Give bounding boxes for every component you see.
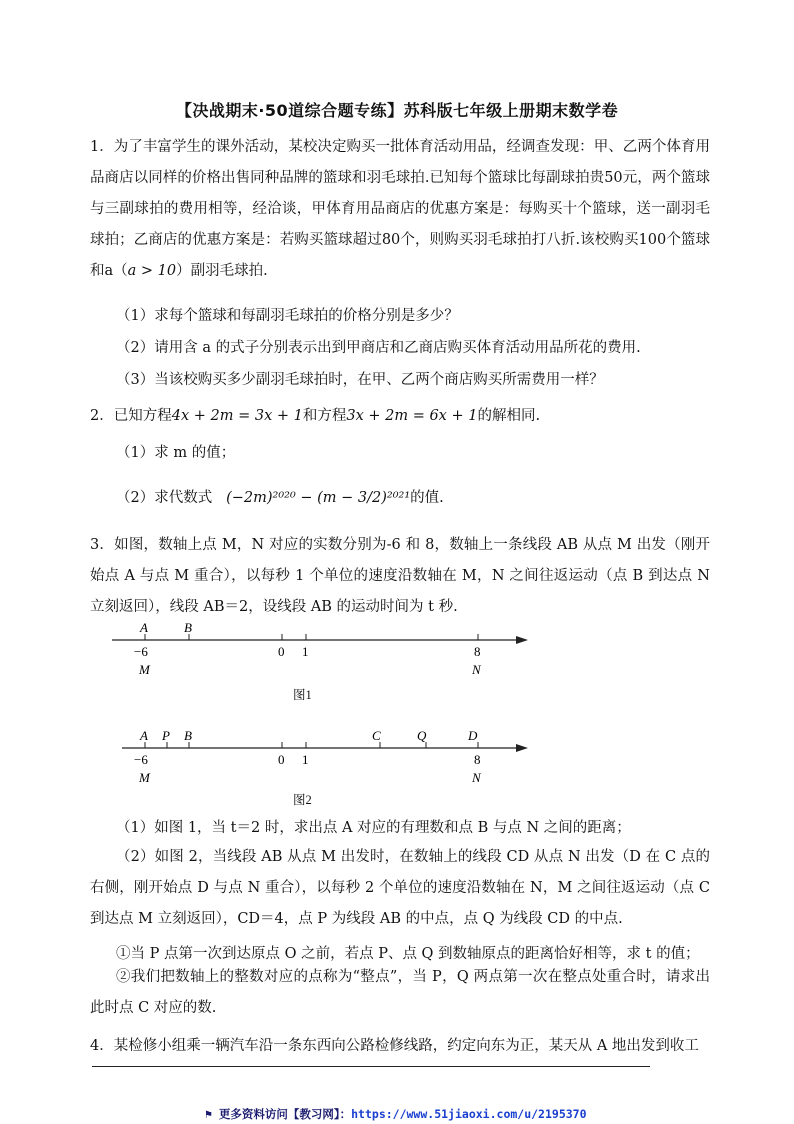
fig2-label-m: M [139,770,150,785]
fig1-label-a: A [140,620,148,635]
fig2-label-n: N [472,770,481,785]
fig2-label-d: D [468,728,478,743]
equation-2: 3x + 2m = 6x + 1 [346,408,478,424]
footer-link[interactable]: https://www.51jiaoxi.com/u/2195370 [351,1107,587,1121]
question-1-tail: ）副羽毛球拍. [176,263,268,279]
q3-item-2: ②我们把数轴上的整数对应的点称为“整点”，当 P，Q 两点第一次在整点处重合时，请求出此时点 C 对应的数. [90,969,710,1016]
q2-sub-2 [116,486,444,507]
question-1-tail-a: a（ [104,263,128,279]
question-2-tail: 的解相同. [477,408,541,424]
q3-item-1: ①当 P 点第一次到达原点 O 之前，若点 P、点 Q 到数轴原点的距离恰好相等，求 t 的值； [116,946,700,962]
fig2-label-c: C [372,728,381,743]
number-line-figure-2 [112,728,552,785]
fig2-tick-0: 0 [278,752,285,767]
question-3: 3．如图，数轴上点 M，N 对应的实数分别为-6 和 8，数轴上一条线段 AB 从点 M 出发（刚开始点 A 与点 M 重合），以每秒 1 个单位的速度沿数轴在 M，N 之间往返运动（点 B 到达点 N 立刻返回），线段 AB＝2，设线段 AB 的运动时间为 t 秒. [90,537,710,615]
question-1-math: a > 10 [127,263,177,279]
fig1-tick-1: 1 [302,644,309,659]
footer-label: 更多资料访问【教习网】： [218,1107,352,1121]
q3-sub-2: （2）如图 2，当线段 AB 从点 M 出发时，在数轴上的线段 CD 从点 N 出发（D 在 C 点的右侧，刚开始点 D 与点 N 重合），以每秒 2 个单位的速度沿数轴在 N，M 之间往返运动（点 C 到达点 M 立刻返回），CD＝4，点 P 为线段 AB 的中点，点 Q 为线段 CD 的中点. [90,849,710,927]
number-line-figure-1 [112,620,552,677]
figure-1-caption: 图1 [293,688,312,702]
fig2-label-b: B [184,728,192,743]
question-2-mid: 和方程 [302,408,347,424]
fig1-tick-neg6: −6 [134,644,148,659]
figure-2-caption: 图2 [293,793,312,807]
question-2-lead: 2．已知方程 [90,408,172,424]
fig1-label-b: B [184,620,192,635]
fig2-tick-8: 8 [474,752,481,767]
question-1 [90,132,710,287]
question-2 [90,404,540,425]
fig2-tick-neg6: −6 [134,752,148,767]
footer [205,1106,587,1122]
fig2-label-p: P [162,728,170,743]
page-title: 【决战期末·50道综合题专练】苏科版七年级上册期末数学卷 [175,101,619,120]
flag-icon: ⚑ [205,1107,212,1121]
q2-sub-2-tail: 的值. [410,490,444,506]
fig2-label-a: A [140,728,148,743]
fig2-label-q: Q [417,728,427,743]
fig2-tick-1: 1 [302,752,309,767]
q1-sub-1: （1）求每个篮球和每副羽毛球拍的价格分别是多少？ [116,308,459,324]
fig1-tick-8: 8 [474,644,481,659]
q1-sub-3: （3）当该校购买多少副羽毛球拍时，在甲、乙两个商店购买所需费用一样？ [116,372,604,388]
fig1-label-m: M [139,662,150,677]
q2-sub-2-lead: （2）求代数式 [116,490,213,506]
q3-sub-1: （1）如图 1，当 t＝2 时，求出点 A 对应的有理数和点 B 与点 N 之间的距离； [116,820,631,836]
equation-1: 4x + 2m = 3x + 1 [171,408,303,424]
fig1-tick-0: 0 [278,644,285,659]
q1-sub-2: （2）请用含 a 的式子分别表示出到甲商店和乙商店购买体育活动用品所花的费用. [116,340,641,356]
algebraic-expression: (−2m)²⁰²⁰ − (m − 3/2)²⁰²¹ [226,490,411,506]
fig1-label-n: N [472,662,481,677]
q2-sub-1: （1）求 m 的值； [116,445,236,461]
question-1-text: 1．为了丰富学生的课外活动，某校决定购买一批体育活动用品，经调查发现：甲、乙两个体育用品商店以同样的价格出售同种品牌的篮球和羽毛球拍.已知每个篮球比每副球拍贵50元，两个篮球与三副球拍的费用相等，经洽谈，甲体育用品商店的优惠方案是：每购买十个篮球，送一副羽毛球拍；乙商店的优惠方案是：若购买篮球超过80个，则购买羽毛球拍打八折.该校购买100个篮球和 [90,139,710,279]
question-4: 4．某检修小组乘一辆汽车沿一条东西向公路检修线路，约定向东为正，某天从 A 地出发到收工 [90,1038,699,1054]
footer-divider [92,1066,650,1067]
